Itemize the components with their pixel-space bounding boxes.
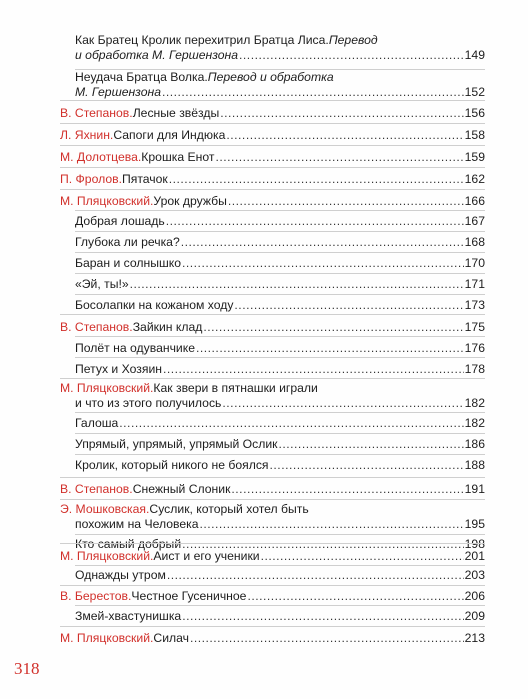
entry-title: Добрая лошадь [75, 214, 165, 228]
divider [75, 605, 485, 606]
divider [75, 565, 485, 566]
page-ref: 168 [464, 235, 485, 249]
toc-entry[interactable] [75, 298, 485, 313]
entry-title: «Эй, ты!» [75, 277, 129, 291]
divider [75, 357, 485, 358]
page-ref: 176 [464, 341, 485, 355]
toc-entry[interactable] [75, 256, 485, 271]
toc-entry[interactable] [60, 381, 485, 411]
toc-entry[interactable] [75, 458, 485, 473]
entry-author: В. Берестов. [60, 589, 132, 603]
leader-dots [239, 48, 464, 63]
leader-dots [222, 396, 463, 411]
toc-entry[interactable] [75, 568, 485, 583]
page-ref: 191 [464, 482, 485, 496]
toc-entry[interactable] [60, 194, 485, 209]
leader-dots [162, 85, 464, 100]
entry-note: и обработка М. Гершензона [75, 48, 239, 62]
entry-title: Пятачок [121, 172, 168, 186]
entry-author: М. Пляцковский. [60, 381, 154, 395]
divider [60, 189, 485, 190]
page-ref: 158 [464, 128, 485, 142]
page-ref: 182 [464, 416, 485, 430]
divider [75, 252, 485, 253]
entry-title: Крошка Енот [141, 150, 215, 164]
leader-dots [234, 298, 463, 313]
leader-dots [247, 589, 463, 604]
divider [60, 145, 485, 146]
page-ref: 159 [464, 150, 485, 164]
toc-entry[interactable] [60, 482, 485, 497]
toc-entry[interactable] [60, 106, 485, 121]
divider [75, 336, 485, 337]
page-ref: 175 [464, 320, 485, 334]
toc-entry[interactable] [75, 416, 485, 431]
divider [60, 626, 485, 627]
page-ref: 206 [464, 589, 485, 603]
entry-title: Честное Гусеничное [131, 589, 247, 603]
leader-dots [169, 172, 464, 187]
toc-entry[interactable] [75, 235, 485, 250]
divider [60, 585, 485, 586]
page-ref: 209 [464, 609, 485, 623]
divider [60, 167, 485, 168]
page-ref: 171 [464, 277, 485, 291]
entry-note: Перевод [328, 33, 378, 47]
entry-title: Сапоги для Индюка [113, 128, 226, 142]
toc-entry[interactable] [60, 549, 485, 564]
page-ref: 188 [464, 458, 485, 472]
leader-dots [196, 341, 464, 356]
leader-dots [163, 362, 464, 377]
toc-entry[interactable] [60, 589, 485, 604]
entry-author: М. Пляцковский. [60, 631, 154, 645]
entry-title: Урок дружбы [153, 194, 227, 208]
leader-dots [228, 194, 464, 209]
divider [75, 231, 485, 232]
leader-dots [203, 320, 463, 335]
entry-note: М. Гершензона [75, 85, 161, 99]
entry-author: В. Степанов. [60, 106, 133, 120]
entry-title: Как Братец Кролик перехитрил Братца Лиса. [75, 33, 329, 47]
leader-dots [190, 631, 464, 646]
page-ref: 198 [464, 537, 485, 551]
leader-dots [167, 568, 464, 583]
divider [60, 123, 485, 124]
page-number: 318 [14, 659, 40, 678]
page-ref: 195 [464, 517, 485, 531]
entry-title: Петух и Хозяин [75, 362, 162, 376]
entry-note: Перевод и обработка [207, 70, 334, 84]
leader-dots [226, 128, 463, 143]
page-ref: 167 [464, 214, 485, 228]
leader-dots [199, 517, 463, 532]
divider [60, 100, 485, 101]
leader-dots [215, 150, 463, 165]
toc-entry[interactable] [60, 631, 485, 646]
entry-title: Галоша [75, 416, 119, 430]
page-ref: 149 [464, 48, 485, 62]
toc-entry[interactable] [75, 70, 485, 100]
entry-title: Однажды утром [75, 568, 166, 582]
page-ref: 170 [464, 256, 485, 270]
entry-title: Неудача Братца Волка. [75, 70, 208, 84]
divider [60, 543, 485, 544]
divider [75, 454, 485, 455]
divider [60, 314, 485, 315]
entry-title: Как звери в пятнашки играли [153, 381, 318, 395]
entry-title: Змей-хвастунишка [75, 609, 182, 623]
entry-title: Аист и его ученики [153, 549, 260, 563]
toc-entry[interactable] [60, 150, 485, 165]
leader-dots [182, 609, 463, 624]
leader-dots [166, 214, 464, 229]
page-ref: 173 [464, 298, 485, 312]
toc-entry[interactable] [75, 341, 485, 356]
page-ref: 213 [464, 631, 485, 645]
entry-author: П. Фролов. [60, 172, 122, 186]
leader-dots [231, 482, 463, 497]
toc-entry[interactable] [75, 277, 485, 292]
page-ref: 156 [464, 106, 485, 120]
toc-entry[interactable] [75, 33, 485, 63]
entry-title: Зайкин клад [132, 320, 203, 334]
page-ref: 186 [464, 437, 485, 451]
entry-title: Лесные звёзды [132, 106, 220, 120]
entry-title: Суслик, который хотел быть [149, 502, 309, 516]
entry-author: В. Степанов. [60, 320, 133, 334]
divider [60, 499, 485, 500]
toc-entry[interactable] [75, 609, 485, 624]
entry-author: М. Пляцковский. [60, 194, 154, 208]
toc-entry[interactable] [60, 128, 485, 143]
page-ref: 162 [464, 172, 485, 186]
page-ref: 201 [464, 549, 485, 563]
toc-entry[interactable] [75, 437, 485, 452]
leader-dots [130, 277, 464, 292]
divider [75, 294, 485, 295]
divider [75, 210, 485, 211]
entry-title: Босолапки на кожаном ходу [75, 298, 234, 312]
page-ref: 166 [464, 194, 485, 208]
toc-entry[interactable] [60, 502, 485, 532]
divider [75, 412, 485, 413]
toc-entry[interactable] [75, 362, 485, 377]
leader-dots [279, 437, 464, 452]
toc-entry[interactable] [60, 320, 485, 335]
page-ref: 152 [464, 85, 485, 99]
entry-title: Силач [153, 631, 189, 645]
entry-title: Глубока ли речка? [75, 235, 180, 249]
divider [75, 534, 485, 535]
divider [60, 477, 485, 478]
toc-entry[interactable] [75, 214, 485, 229]
divider [60, 378, 485, 379]
page-ref: 182 [464, 396, 485, 410]
entry-title: Снежный Слоник [132, 482, 231, 496]
leader-dots [261, 549, 464, 564]
divider [75, 433, 485, 434]
entry-author: Э. Мошковская. [60, 502, 150, 516]
entry-author: В. Степанов. [60, 482, 133, 496]
leader-dots [270, 458, 464, 473]
entry-title: Баран и солнышко [75, 256, 182, 270]
toc-entry[interactable] [60, 172, 485, 187]
page-ref: 203 [464, 568, 485, 582]
entry-title: и что из этого получилось [75, 396, 222, 410]
page-ref: 178 [464, 362, 485, 376]
divider [75, 273, 485, 274]
entry-title: Полёт на одуванчике [75, 341, 195, 355]
entry-title: Упрямый, упрямый, упрямый Ослик [75, 437, 278, 451]
leader-dots [182, 256, 464, 271]
leader-dots [119, 416, 463, 431]
entry-title: Кто самый добрый [75, 537, 182, 551]
entry-author: М. Долотцева. [60, 150, 142, 164]
entry-author: Л. Яхнин. [60, 128, 114, 142]
leader-dots [181, 235, 464, 250]
entry-title: похожим на Человека [75, 517, 199, 531]
entry-author: М. Пляцковский. [60, 549, 154, 563]
entry-title: Кролик, который никого не боялся [75, 458, 269, 472]
leader-dots [220, 106, 463, 121]
